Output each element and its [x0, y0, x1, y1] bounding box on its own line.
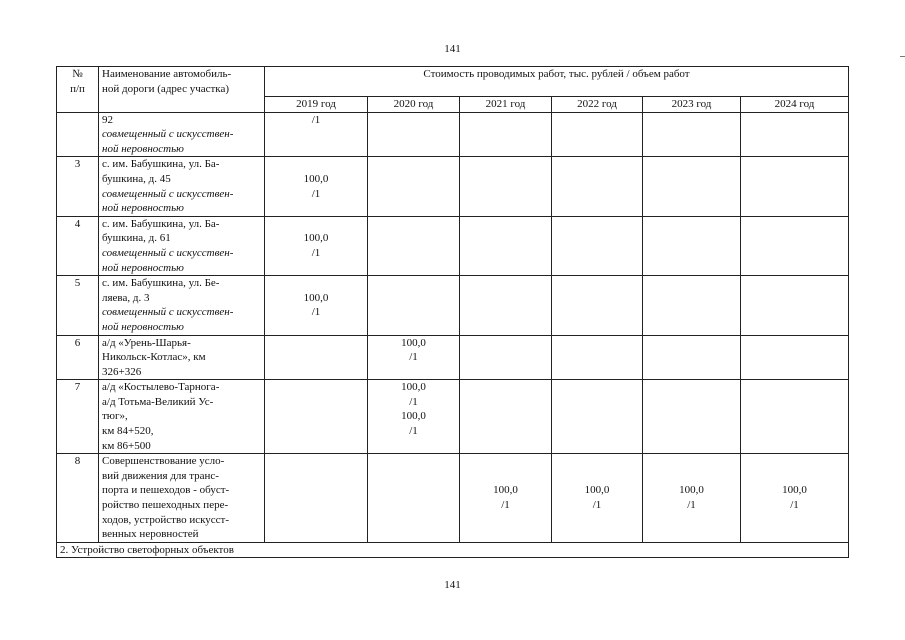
cost-cell — [643, 454, 741, 543]
cost-value: /1 — [311, 246, 321, 259]
cost-cell — [552, 454, 643, 543]
cost-value: /1 — [790, 499, 799, 512]
road-note-line: совмещенный с искусствен- — [102, 187, 234, 200]
road-name-line: Никольск-Котлас», км — [102, 351, 206, 364]
road-name-cell — [99, 216, 265, 275]
cost-cell — [741, 276, 849, 335]
road-name-line: а/д «Урень-Шарья- — [102, 336, 191, 349]
cost-cell — [741, 454, 849, 543]
road-name-line: ляева, д. 3 — [102, 291, 150, 304]
cost-value — [463, 469, 548, 484]
road-name-line: бушкина, д. 45 — [102, 172, 171, 185]
cost-value: 100,0 — [303, 172, 329, 185]
cost-cell — [741, 380, 849, 454]
cost-cell — [460, 216, 552, 275]
road-note-line: ной неровностью — [102, 261, 184, 274]
table-header — [57, 67, 849, 113]
road-note-line: совмещенный с искусствен- — [102, 128, 234, 141]
header-year: 2023 год — [643, 97, 741, 113]
road-name-line: бушкина, д. 61 — [102, 232, 171, 245]
road-name-line: порта и пешеходов - обуст- — [102, 484, 230, 497]
road-name-line: а/д Тотьма-Великий Ус- — [102, 395, 214, 408]
cost-value — [268, 217, 364, 232]
cost-cell — [643, 112, 741, 157]
cost-value — [555, 454, 639, 469]
header-num-line: п/п — [70, 82, 85, 95]
road-name-cell — [99, 157, 265, 216]
road-name-line: ройство пешеходных пере- — [102, 499, 229, 512]
cost-cell — [460, 157, 552, 216]
header-year: 2022 год — [552, 97, 643, 113]
road-note-line: ной неровностью — [102, 142, 184, 155]
cost-value — [744, 454, 845, 469]
row-number: 6 — [57, 335, 99, 380]
road-name-line: с. им. Бабушкина, ул. Ба- — [102, 217, 220, 230]
header-cost-title: Стоимость проводимых работ, тыс. рублей / объем работ — [265, 67, 849, 97]
cost-value — [646, 454, 737, 469]
cost-cell — [552, 276, 643, 335]
cost-value: /1 — [409, 395, 418, 408]
road-name-cell — [99, 454, 265, 543]
header-num-cell — [57, 67, 99, 113]
cost-cell — [643, 335, 741, 380]
cost-cell — [368, 276, 460, 335]
cost-cell — [368, 335, 460, 380]
page-number-top: 141 — [444, 43, 461, 55]
cost-cell — [265, 335, 368, 380]
cost-cell — [552, 335, 643, 380]
road-name-line: а/д «Костылево-Тарнога- — [102, 381, 220, 394]
road-name-line: ходов, устройство искусст- — [102, 513, 230, 526]
table-row — [57, 112, 849, 157]
road-name-cell — [99, 335, 265, 380]
road-name-cell — [99, 380, 265, 454]
table-row — [57, 335, 849, 380]
header-road-cell — [99, 67, 265, 113]
cost-cell — [265, 454, 368, 543]
row-number: 4 — [57, 216, 99, 275]
road-name-line: Совершенствование усло- — [102, 455, 225, 468]
header-year: 2019 год — [265, 97, 368, 113]
road-name-line: тюг», — [102, 410, 128, 423]
row-number: 7 — [57, 380, 99, 454]
cost-value: /1 — [311, 113, 321, 126]
cost-value — [268, 157, 364, 172]
road-note-line: ной неровностью — [102, 202, 184, 215]
cost-cell — [460, 276, 552, 335]
cost-cell — [460, 454, 552, 543]
cost-value: /1 — [311, 187, 321, 200]
works-cost-table — [56, 66, 849, 558]
road-name-line: км 86+500 — [102, 439, 151, 452]
table-body — [57, 112, 849, 542]
header-year: 2021 год — [460, 97, 552, 113]
cost-cell — [368, 380, 460, 454]
road-name-line: вий движения для транс- — [102, 469, 219, 482]
cost-cell — [265, 112, 368, 157]
cost-value: 100,0 — [303, 291, 329, 304]
table-row — [57, 276, 849, 335]
road-name-line: км 84+520, — [102, 425, 154, 438]
cost-value — [463, 454, 548, 469]
cost-cell — [552, 112, 643, 157]
section-heading: 2. Устройство светофорных объектов — [57, 542, 849, 558]
cost-cell — [368, 454, 460, 543]
table-row — [57, 216, 849, 275]
road-name-line: 92 — [102, 113, 113, 126]
road-note-line: ной неровностью — [102, 320, 184, 333]
cost-cell — [368, 216, 460, 275]
header-year: 2020 год — [368, 97, 460, 113]
table-row — [57, 454, 849, 543]
road-name-line: с. им. Бабушкина, ул. Ба- — [102, 158, 220, 171]
cost-cell — [741, 157, 849, 216]
cost-cell — [552, 157, 643, 216]
row-number: 8 — [57, 454, 99, 543]
cost-value: /1 — [592, 499, 602, 512]
cost-cell — [368, 112, 460, 157]
table-row — [57, 380, 849, 454]
cost-value: 100,0 — [401, 381, 426, 394]
cost-value — [555, 469, 639, 484]
cost-cell — [643, 157, 741, 216]
cost-value: 100,0 — [401, 336, 426, 349]
road-name-cell — [99, 276, 265, 335]
cost-value: 100,0 — [401, 410, 426, 423]
cost-value: 100,0 — [584, 484, 610, 497]
cost-value — [268, 276, 364, 291]
cost-value: /1 — [409, 351, 418, 364]
cost-cell — [741, 335, 849, 380]
edge-mark — [900, 56, 905, 57]
road-name-line: с. им. Бабушкина, ул. Бе- — [102, 277, 220, 290]
cost-cell — [460, 112, 552, 157]
cost-value: /1 — [501, 499, 510, 512]
cost-value — [744, 469, 845, 484]
cost-cell — [643, 276, 741, 335]
road-name-cell — [99, 112, 265, 157]
row-number — [57, 112, 99, 157]
page-number-bottom: 141 — [444, 579, 461, 591]
cost-cell — [643, 216, 741, 275]
cost-value: /1 — [409, 425, 418, 438]
header-road-line: ной дороги (адрес участка) — [102, 82, 230, 95]
cost-cell — [265, 157, 368, 216]
cost-cell — [265, 276, 368, 335]
cost-value: 100,0 — [782, 484, 807, 497]
cost-cell — [552, 216, 643, 275]
cost-cell — [265, 380, 368, 454]
header-num-line: № — [72, 68, 83, 80]
cost-cell — [460, 380, 552, 454]
row-number: 5 — [57, 276, 99, 335]
cost-cell — [265, 216, 368, 275]
cost-value: 100,0 — [303, 232, 329, 245]
cost-value: 100,0 — [493, 484, 518, 497]
cost-value — [646, 469, 737, 484]
row-number: 3 — [57, 157, 99, 216]
cost-value: 100,0 — [679, 484, 704, 497]
cost-cell — [552, 380, 643, 454]
cost-cell — [643, 380, 741, 454]
table-row — [57, 157, 849, 216]
header-year: 2024 год — [741, 97, 849, 113]
road-note-line: совмещенный с искусствен- — [102, 246, 234, 259]
road-note-line: совмещенный с искусствен- — [102, 306, 234, 319]
cost-value: /1 — [687, 499, 696, 512]
cost-cell — [741, 112, 849, 157]
cost-cell — [741, 216, 849, 275]
road-name-line: 326+326 — [102, 365, 142, 378]
cost-cell — [368, 157, 460, 216]
header-road-line: Наименование автомобиль- — [102, 68, 232, 80]
road-name-line: венных неровностей — [102, 528, 199, 541]
cost-value: /1 — [311, 306, 321, 319]
cost-cell — [460, 335, 552, 380]
